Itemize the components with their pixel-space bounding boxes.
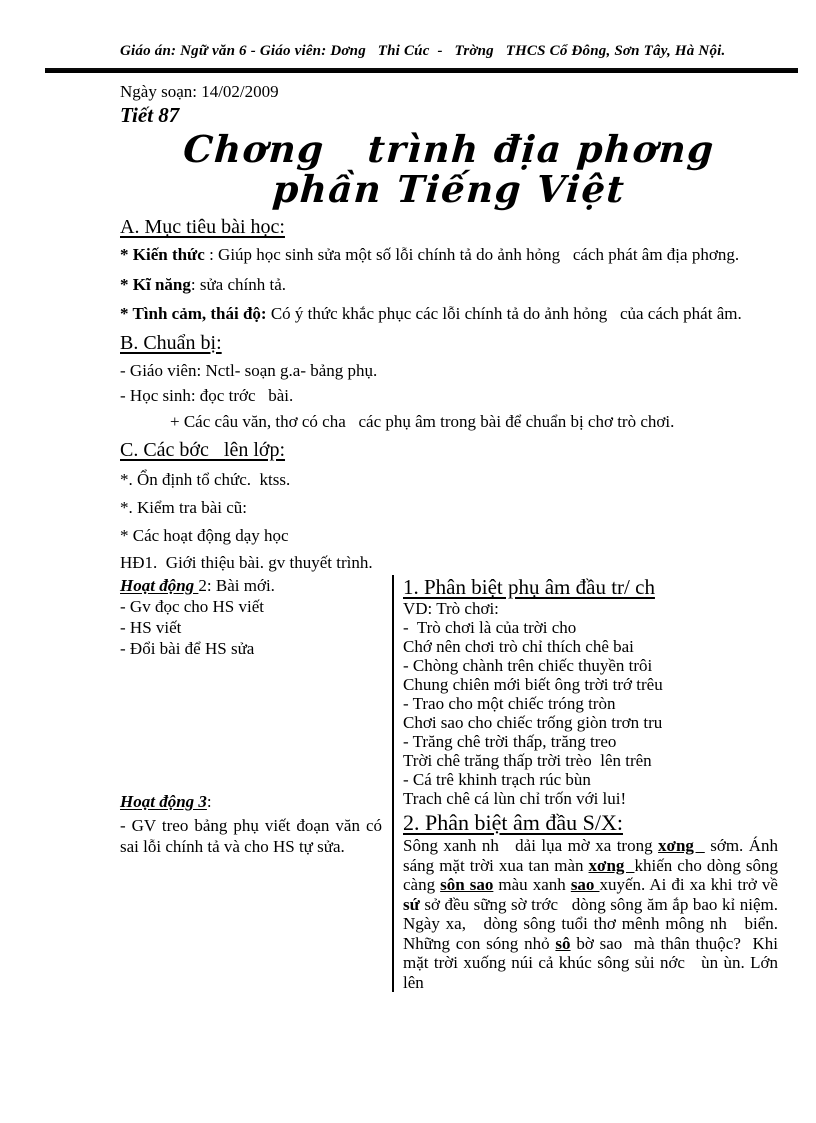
emphasized-word: * Kiến thức <box>120 245 205 264</box>
poem-block <box>403 618 778 808</box>
section-c-line-2: *. Kiểm tra bài cũ: <box>120 498 247 517</box>
activity-item: - Gv đọc cho HS viết <box>120 597 265 616</box>
hd1-line: HĐ1. Giới thiệu bài. gv thuyết trình. <box>120 553 373 572</box>
section-c-line-3: * Các hoạt động dạy học <box>120 526 289 545</box>
title-line-2: phần Tiếng Việt <box>271 167 627 211</box>
section-b-lines <box>120 360 778 407</box>
emphasized-word: sứ <box>403 894 420 914</box>
section-a-skill: * Kĩ năng: sửa chính tả. <box>120 274 286 294</box>
emphasized-word: xơng <box>658 836 705 855</box>
emphasized-word: sôn sao <box>440 875 494 894</box>
poem-line: Chơi sao cho chiếc trống giòn trơn tru <box>403 713 663 732</box>
poem-line: Trời chê trăng thấp trời trèo lên trên <box>403 751 652 770</box>
activity2-heading <box>120 575 382 596</box>
activity-item: - HS viết <box>120 618 182 637</box>
title-line-1: Chơng trình địa phơng <box>181 127 717 171</box>
emphasized-word: xơng <box>588 855 635 875</box>
activity3-colon: : <box>206 792 212 811</box>
lesson-number: Tiết 87 <box>120 103 180 127</box>
section-c-line-1: *. Ổn định tổ chức. ktss. <box>120 470 291 489</box>
activity3-block <box>120 791 387 857</box>
activity3-heading <box>120 791 382 812</box>
poem-line: - Chòng chành trên chiếc thuyền trôi <box>403 656 653 675</box>
poem-line: Chớ nên chơi trò chỉ thích chê bai <box>403 637 634 656</box>
content-column <box>392 575 783 992</box>
section-c-heading: C. Các bớc lên lớp: <box>120 439 286 461</box>
section-a-attitude: * Tình cảm, thái độ: Có ý thức khắc phục các lỗi chính tả do ảnh hỏng của cách phát âm. <box>120 304 742 323</box>
list-item: - Học sinh: đọc trớc bài. <box>120 386 294 405</box>
date-line: Ngày soạn: 14/02/2009 <box>120 82 279 101</box>
activity2-title: 2: Bài mới. <box>198 576 275 595</box>
activity2-items <box>120 596 382 659</box>
section-b-indent-line: + Các câu văn, thơ có cha các phụ âm trong bài để chuẩn bị chơ trò chơi. <box>170 411 675 431</box>
topic1-heading: 1. Phân biệt phụ âm đầu tr/ ch <box>403 575 655 599</box>
document-title <box>120 129 778 209</box>
poem-line: - Trăng chê trời thấp, trăng treo <box>403 732 617 751</box>
activity-item: - Đổi bài để HS sửa <box>120 639 255 658</box>
list-item: - Giáo viên: Nctl- soạn g.a- bảng phụ. <box>120 360 378 380</box>
section-a-knowledge: * Kiến thức : Giúp học sinh sửa một số lỗi chính tả do ảnh hỏng cách phát âm địa phơng. <box>120 245 740 264</box>
poem-line: - Trao cho một chiếc tróng tròn <box>403 694 616 713</box>
example-label: VD: Trò chơi: <box>403 599 499 618</box>
poem-line: - Cá trê khinh trạch rúc bùn <box>403 770 591 789</box>
section-b-heading: B. Chuẩn bị: <box>120 331 222 354</box>
activity3-text: - GV treo bảng phụ viết đoạn văn có sai lỗi chính tả và cho HS tự sửa. <box>120 816 387 856</box>
emphasized-word: sô <box>555 933 571 953</box>
lesson-table <box>120 575 783 992</box>
poem-line: - Trò chơi là của trời cho <box>403 618 577 637</box>
emphasized-word: sao <box>570 875 600 894</box>
page-header: Giáo án: Ngữ văn 6 - Giáo viên: Dơng Thi Cúc - Trờng THCS Cổ Đông, Sơn Tây, Hà Nội. <box>120 43 726 59</box>
emphasized-word: * Kĩ năng <box>120 274 191 294</box>
topic2-heading: 2. Phân biệt âm đầu S/X: <box>403 810 623 835</box>
sx-paragraph: Sông xanh nh dải lụa mờ xa trong xơng sớm. Ánh sáng mặt trời xua tan màn xơng khiến cho dòng sông càng sôn sao màu xanh sao xuyến. Ai đi xa khi trở về sứ sở đều sững sờ trớc dòng sông ăm ắp bao kỉ niệm. Ngày xa, dòng sông tuổi thơ mênh mông nh biển. Những con sóng nhỏ sô bờ sao mà thân thuộc? Khi mặt trời xuống núi cả khúc sông sủi nớc ùn ùn. Lớn lên <box>403 836 783 992</box>
activity2-label: Hoạt động <box>120 576 199 595</box>
activities-column <box>120 575 392 992</box>
activity3-label: Hoạt động 3 <box>120 792 207 811</box>
section-a-heading: A. Mục tiêu bài học: <box>120 216 285 238</box>
poem-line: Chung chiên mới biết ông trời trớ trêu <box>403 675 663 694</box>
header-rule <box>45 68 798 73</box>
emphasized-word: * Tình cảm, thái độ: <box>120 304 267 323</box>
poem-line: Trach chê cá lùn chỉ trốn với lui! <box>403 789 627 808</box>
